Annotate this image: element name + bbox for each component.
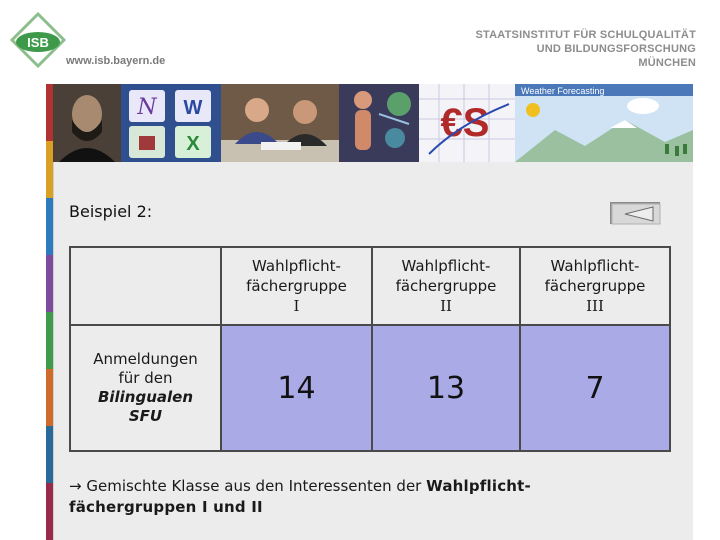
isb-logo [10,12,66,68]
svg-text:Weather Forecasting: Weather Forecasting [521,86,605,96]
svg-text:€S: €S [440,101,490,145]
svg-text:X: X [186,133,200,155]
table-value-3: 7 [520,325,670,451]
table-header-2: Wahlpflicht- fächergruppe II [372,247,520,325]
svg-text:ISB: ISB [27,35,49,50]
header-banner [53,84,693,162]
triangle-left-icon [611,203,661,225]
euro-graph-image [419,84,515,162]
note-bold-1: Wahlpflicht- [426,477,531,495]
anatomy-image [339,84,419,162]
svg-text:W: W [183,97,203,119]
portrait-image [53,84,121,162]
table-row-label: Anmeldungen für den Bilingualen SFU [70,325,221,451]
office-icons-image [121,84,221,162]
table-header-3: Wahlpflicht- fächergruppe III [520,247,670,325]
students-image [221,84,339,162]
table-corner-cell [70,247,221,325]
panel-edge [53,162,54,540]
isb-url[interactable]: www.isb.bayern.de [66,55,166,67]
registration-table [69,246,671,452]
slide-title: Beispiel 2: [69,202,153,221]
note-bold-2: fächergruppen I und II [69,498,263,516]
table-value-1: 14 [221,325,372,451]
arrow-right-icon: → [69,477,82,495]
table-value-2: 13 [372,325,520,451]
back-button[interactable] [610,202,660,224]
weather-forecast-image [515,84,693,162]
color-stripe [46,84,53,540]
table-header-1: Wahlpflicht- fächergruppe I [221,247,372,325]
note-text: Gemischte Klasse aus den Interessenten der [86,477,427,495]
institute-name: STAATSINSTITUT FÜR SCHULQUALITÄT UND BILDUNGSFORSCHUNG MÜNCHEN [475,29,696,69]
svg-text:N: N [137,95,157,120]
conclusion-note [69,476,669,518]
